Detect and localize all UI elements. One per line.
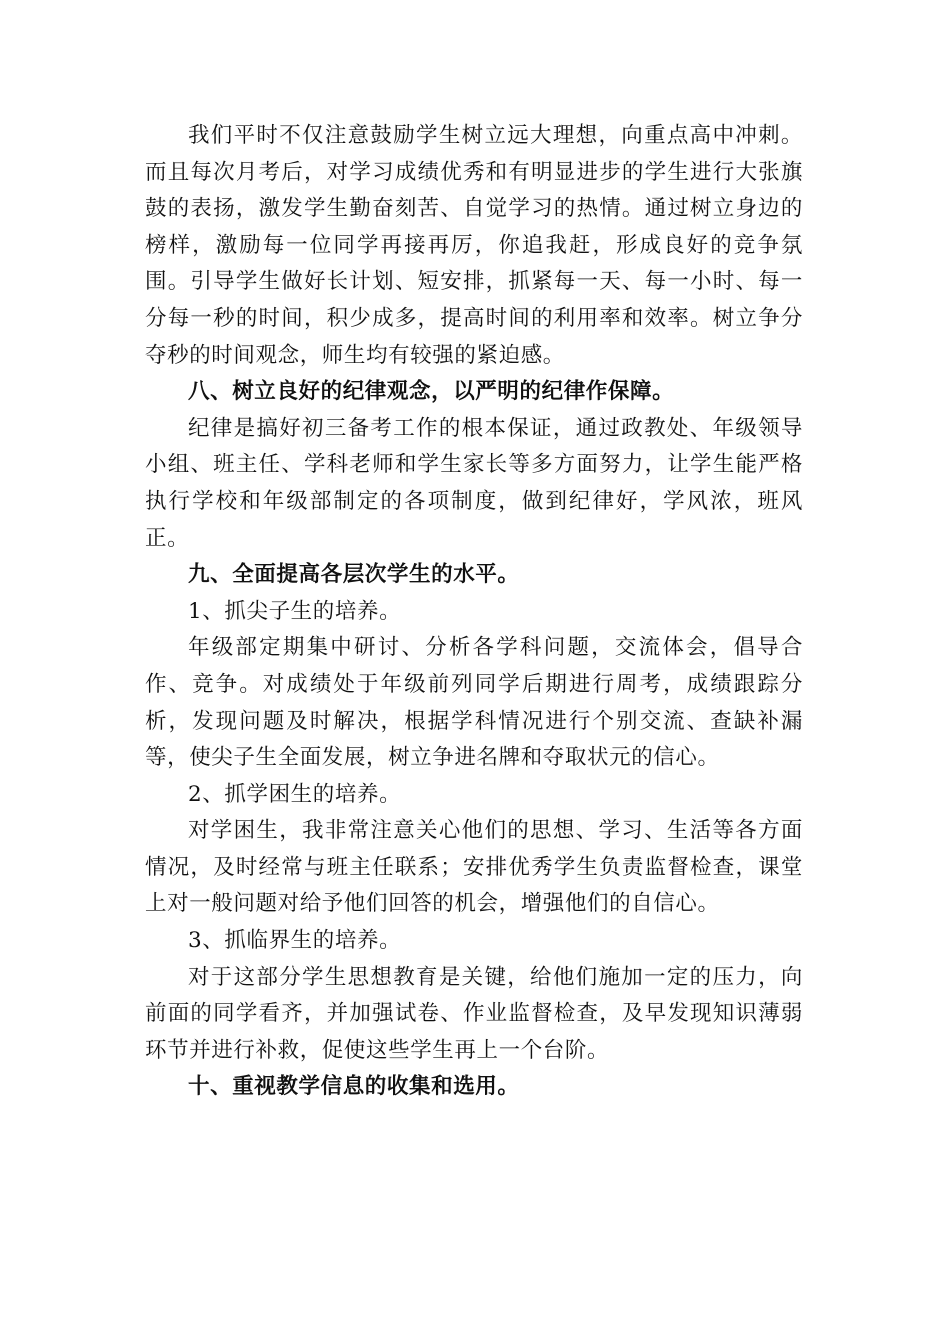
paragraph-struggling-students: 对学困生，我非常注意关心他们的思想、学习、生活等各方面情况，及时经常与班主任联系；安排优秀学生负责监督检查，课堂上对一般问题对给予他们回答的机会，增强他们的自信心。 [145,818,803,917]
heading-discipline: 八、树立良好的纪律观念，以严明的纪律作保障。 [188,379,675,405]
subheading-borderline-students: 3、抓临界生的培养。 [188,928,402,954]
subheading-struggling-students: 2、抓学困生的培养。 [188,781,402,807]
paragraph-motivation: 我们平时不仅注意鼓励学生树立远大理想，向重点高中冲刺。而且每次月考后，对学习成绩优秀和有明显进步的学生进行大张旗鼓的表扬，激发学生勤奋刻苦、自觉学习的热情。通过树立身边的榜样，激励每一位同学再接再厉，你追我赶，形成良好的竞争氛围。引导学生做好长计划、短安排，抓紧每一天、每一小时、每一分每一秒的时间，积少成多，提高时间的利用率和效率。树立争分夺秒的时间观念，师生均有较强的紧迫感。 [145,123,803,368]
heading-teaching-info: 十、重视教学信息的收集和选用。 [188,1074,520,1100]
paragraph-borderline-students: 对于这部分学生思想教育是关键，给他们施加一定的压力，向前面的同学看齐，并加强试卷、作业监督检查，及早发现知识薄弱环节并进行补救，促使这些学生再上一个台阶。 [145,964,803,1063]
paragraph-discipline: 纪律是搞好初三备考工作的根本保证，通过政教处、年级领导小组、班主任、学科老师和学生家长等多方面努力，让学生能严格执行学校和年级部制定的各项制度，做到纪律好，学风浓，班风正。 [145,415,803,551]
subheading-top-students: 1、抓尖子生的培养。 [188,598,402,624]
document-page [145,118,803,1106]
heading-all-levels: 九、全面提高各层次学生的水平。 [188,562,520,588]
paragraph-top-students: 年级部定期集中研讨、分析各学科问题，交流体会，倡导合作、竞争。对成绩处于年级前列同学后期进行周考，成绩跟踪分析，发现问题及时解决，根据学科情况进行个别交流、查缺补漏等，使尖子生全面发展，树立争进名牌和夺取状元的信心。 [145,635,803,771]
